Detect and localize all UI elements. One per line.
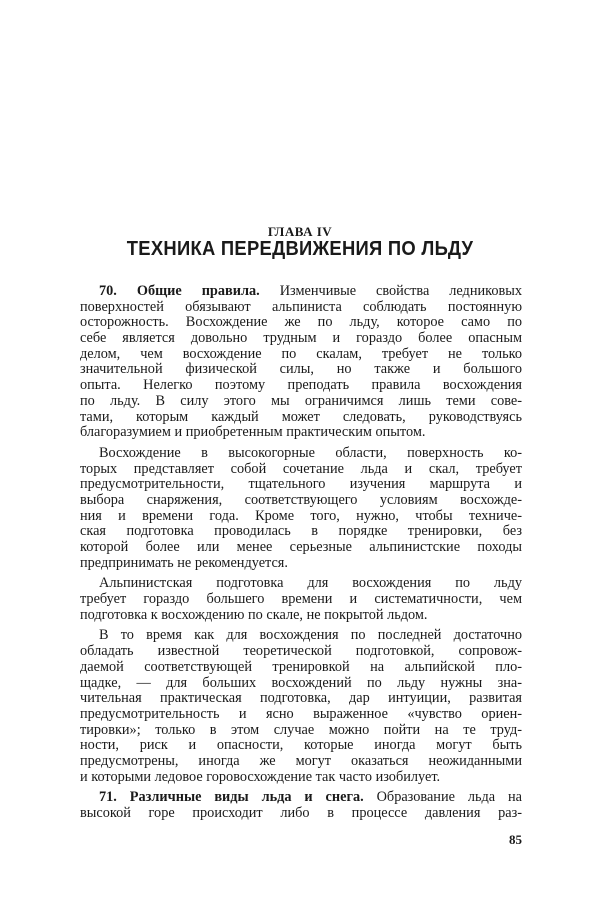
text-line: даемой соответствующей тренировкой на альпийской пло-	[80, 658, 522, 675]
text-line: Восхождение в высокогорные области, поверхность ко-	[99, 444, 522, 461]
text-line: тами, которым каждый может следовать, руководствуясь	[80, 408, 522, 425]
chapter-label: ГЛАВА IV	[267, 224, 333, 239]
text-line: опыта. Нелегко поэтому преподать правила восхождения	[80, 377, 522, 394]
text-line	[80, 284, 522, 300]
paragraph-70	[80, 284, 522, 441]
text-line: значительной физической силы, но также и большого	[80, 361, 522, 378]
paragraph-71	[80, 790, 522, 821]
text-line: предусмотрительности, тщательного изучения маршрута и	[80, 476, 522, 493]
text-line: ности, риск и опасности, которые иногда могут быть	[80, 737, 522, 754]
text-line: чительная практическая подготовка, дар интуиции, развитая	[80, 690, 522, 707]
text-line: В то время как для восхождения по последней достаточно	[99, 627, 522, 644]
paragraph-high-altitude	[80, 446, 522, 572]
text-line: Альпинистская подготовка для восхождения по льду	[99, 575, 522, 592]
text-line: предусмотрительность и ясно выраженное «чувство ориен-	[80, 705, 522, 722]
text-line: ская подготовка проводилась в порядке тренировки, без	[80, 523, 522, 540]
text-line: благоразумием и приобретенным практическим опытом.	[80, 424, 426, 441]
text-line: ния и времени года. Кроме того, нужно, чтобы техниче-	[80, 507, 522, 524]
text-line: себе является довольно трудным и гораздо более опасным	[80, 330, 522, 347]
page-number: 85	[509, 832, 522, 847]
text-line	[80, 790, 522, 806]
text-line: и которыми ледовое горовосхождение так часто изобилует.	[80, 768, 441, 785]
text-line: подготовка к восхождению по скале, не покрытой льдом.	[80, 606, 428, 623]
text-line: предусмотрены, иногда же могут оказаться неожиданными	[80, 752, 522, 769]
text-line: которой более или менее серьезные альпинистские походы	[80, 539, 522, 555]
text-line: щадке, — для больших восхождений по льду нужны зна-	[80, 674, 522, 691]
text-line: выбора снаряжения, соответствующего условиям восхожде-	[80, 491, 522, 508]
text-line: высокой горе происходит либо в процессе давления раз-	[80, 805, 522, 821]
paragraph-training	[80, 576, 522, 623]
paragraph-experience	[80, 628, 522, 785]
text-line: осторожность. Восхождение же по льду, которое само по	[80, 314, 522, 331]
chapter-title: ТЕХНИКА ПЕРЕДВИЖЕНИЯ ПО ЛЬДУ	[126, 238, 474, 260]
text-line: предпринимать не рекомендуется.	[80, 554, 288, 571]
text-line: по льду. В силу этого мы ограничимся лишь теми сове-	[80, 392, 522, 409]
section-heading-71: 71. Различные виды льда и снега.	[99, 789, 364, 806]
body-text	[80, 284, 522, 827]
text-fragment: Образование льда на	[363, 789, 522, 806]
text-line: торых представляет собой сочетание льда и скал, требует	[80, 460, 522, 477]
text-line: требует гораздо большего времени и систематичности, чем	[80, 591, 522, 608]
text-line: обладать известной теоретической подготовкой, сопровож-	[80, 643, 522, 660]
text-line: тировки»; только в этом случае можно пойти на те труд-	[80, 721, 522, 738]
section-heading-70: 70. Общие правила.	[99, 283, 260, 299]
text-line: поверхностей обязывают альпиниста соблюдать постоянную	[80, 298, 522, 315]
text-line: делом, чем восхождение по скалам, требует не только	[80, 345, 522, 362]
text-fragment: Изменчивые свойства ледниковых	[259, 283, 523, 299]
